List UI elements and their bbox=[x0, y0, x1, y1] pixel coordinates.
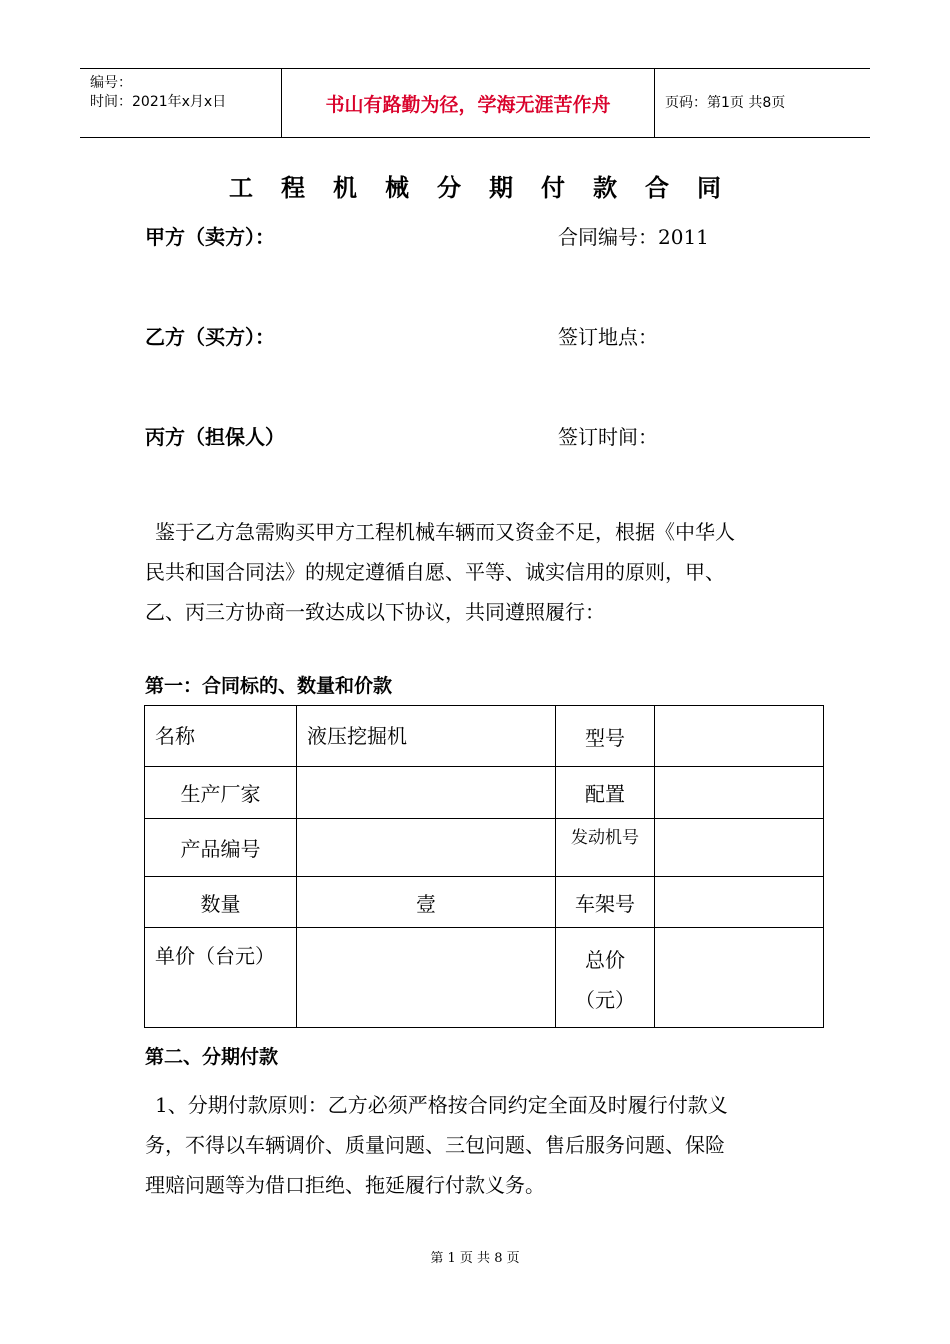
clause-line: 务，不得以车辆调价、质量问题、三包问题、售后服务问题、保险 bbox=[145, 1133, 725, 1157]
model-value bbox=[655, 706, 824, 767]
intro-paragraph bbox=[145, 512, 810, 632]
document-title: 工程机械分期付款合同 bbox=[229, 174, 749, 202]
page-header bbox=[80, 68, 870, 138]
frame-no-label: 车架号 bbox=[556, 877, 655, 928]
section-1-heading: 第一：合同标的、数量和价款 bbox=[145, 675, 393, 697]
clause-1-paragraph bbox=[145, 1085, 810, 1205]
intro-line: 鉴于乙方急需购买甲方工程机械车辆而又资金不足，根据《中华人 bbox=[155, 520, 735, 544]
table-row bbox=[145, 877, 824, 928]
table-row bbox=[145, 706, 824, 767]
quantity-value: 壹 bbox=[297, 877, 556, 928]
header-meta bbox=[80, 69, 280, 137]
unit-price-value bbox=[297, 928, 556, 1028]
intro-line: 乙、丙三方协商一致达成以下协议，共同遵照履行： bbox=[145, 600, 605, 624]
config-value bbox=[655, 767, 824, 819]
table-row bbox=[145, 819, 824, 877]
table-row bbox=[145, 767, 824, 819]
total-label-line: （元） bbox=[575, 988, 635, 1012]
section-2-heading: 第二、分期付款 bbox=[145, 1046, 279, 1068]
maker-label: 生产厂家 bbox=[145, 767, 297, 819]
total-price-label bbox=[556, 928, 655, 1028]
maker-value bbox=[297, 767, 556, 819]
sign-time: 签订时间： bbox=[558, 425, 658, 449]
clause-line: 1、分期付款原则：乙方必须严格按合同约定全面及时履行付款义 bbox=[155, 1093, 728, 1117]
table-row bbox=[145, 928, 824, 1028]
time-label: 时间：2021年x月x日 bbox=[90, 94, 227, 110]
intro-line: 民共和国合同法》的规定遵循自愿、平等、诚实信用的原则，甲、 bbox=[145, 560, 725, 584]
total-price-value bbox=[655, 928, 824, 1028]
unit-price-label: 单价（台元） bbox=[145, 928, 297, 1028]
party-c-label: 丙方（担保人） bbox=[145, 425, 285, 449]
quantity-label: 数量 bbox=[145, 877, 297, 928]
page-footer: 第 1 页 共 8 页 bbox=[430, 1251, 520, 1266]
product-no-value bbox=[297, 819, 556, 877]
header-page-info: 页码：第1页 共8页 bbox=[665, 95, 786, 111]
clause-line: 理赔问题等为借口拒绝、拖延履行付款义务。 bbox=[145, 1173, 545, 1197]
engine-no-value bbox=[655, 819, 824, 877]
party-a-label: 甲方（卖方）： bbox=[145, 225, 275, 249]
serial-label: 编号： bbox=[90, 75, 132, 91]
sign-place: 签订地点： bbox=[558, 325, 658, 349]
model-label: 型号 bbox=[556, 706, 655, 767]
name-value: 液压挖掘机 bbox=[297, 706, 556, 767]
frame-no-value bbox=[655, 877, 824, 928]
name-label: 名称 bbox=[145, 706, 297, 767]
contract-number: 合同编号：2011 bbox=[558, 225, 709, 249]
party-b-label: 乙方（买方）： bbox=[145, 325, 275, 349]
equipment-table bbox=[144, 705, 824, 1028]
config-label: 配置 bbox=[556, 767, 655, 819]
total-label-line: 总价 bbox=[585, 948, 625, 972]
product-no-label: 产品编号 bbox=[145, 819, 297, 877]
engine-no-label: 发动机号 bbox=[556, 819, 655, 877]
header-divider bbox=[654, 69, 655, 137]
header-motto: 书山有路勤为径，学海无涯苦作舟 bbox=[325, 93, 611, 116]
